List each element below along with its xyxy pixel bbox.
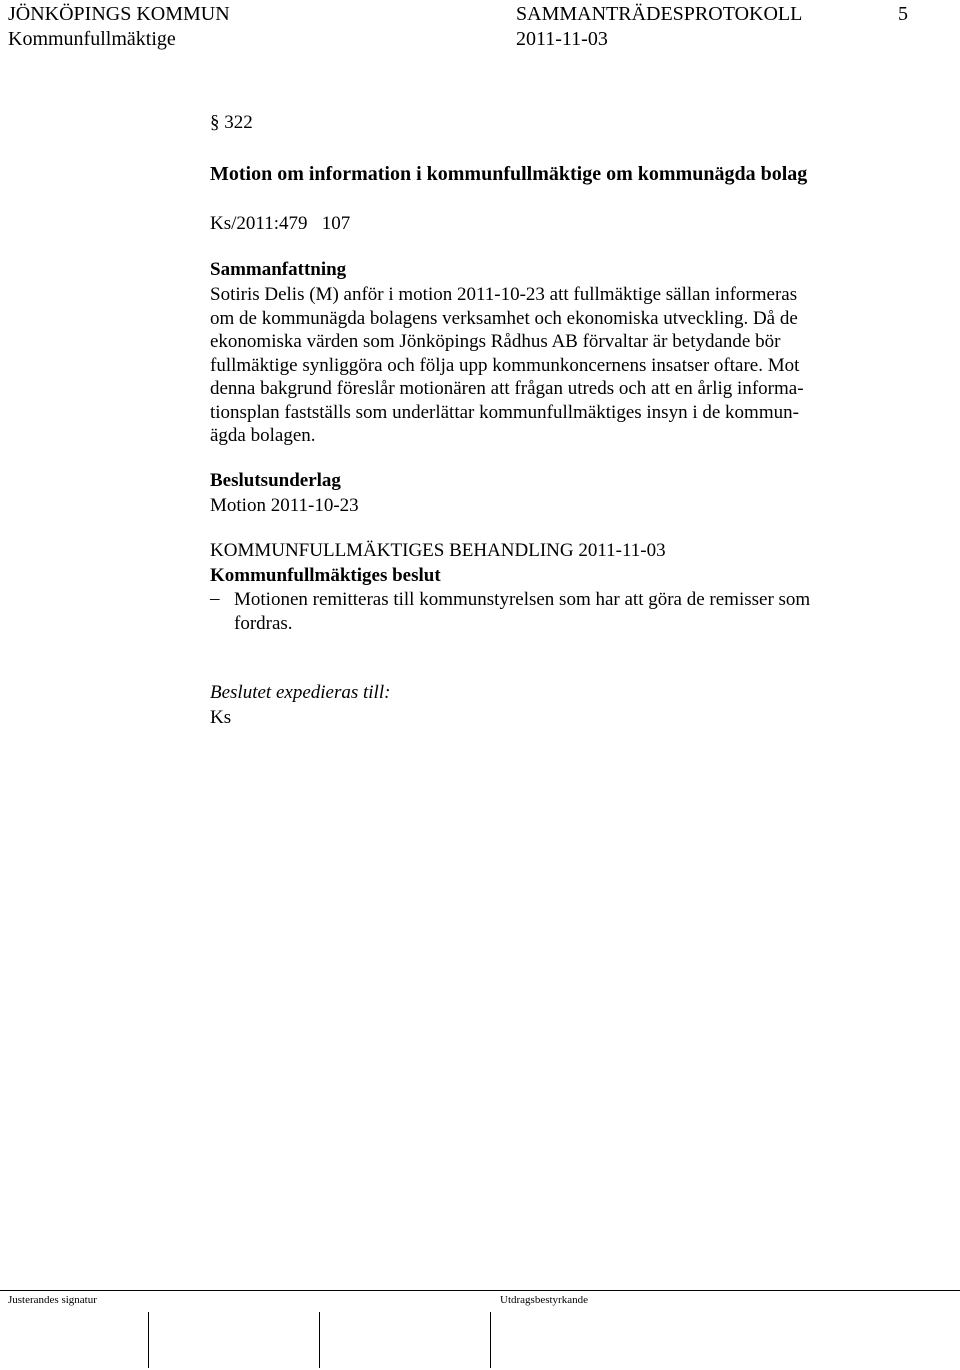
summary-heading: Sammanfattning — [210, 259, 347, 280]
handling-heading: KOMMUNFULLMÄKTIGES BEHANDLING 2011-11-03 — [210, 540, 666, 561]
footer-rule — [0, 1290, 960, 1291]
header-organization: JÖNKÖPINGS KOMMUN — [8, 3, 230, 25]
extract-label: Utdragsbestyrkande — [500, 1294, 588, 1306]
signature-label: Justerandes signatur — [8, 1294, 97, 1306]
signature-box-divider — [490, 1312, 491, 1368]
summary-line: denna bakgrund föreslår motionären att frågan utreds och att en årlig informa- — [210, 378, 804, 399]
basis-item: Motion 2011-10-23 — [210, 495, 359, 516]
decision-text — [234, 588, 810, 636]
page-number: 5 — [898, 3, 908, 25]
header-date: 2011-11-03 — [516, 28, 608, 50]
summary-line: tionsplan fastställs som underlättar kommunfullmäktiges insyn i de kommun- — [210, 401, 799, 423]
signature-box-divider — [319, 1312, 320, 1368]
basis-heading: Beslutsunderlag — [210, 470, 341, 491]
header-body: Kommunfullmäktige — [8, 28, 176, 50]
section-number: § 322 — [210, 112, 253, 133]
header-document-type: SAMMANTRÄDESPROTOKOLL — [516, 3, 803, 25]
dispatch-recipient: Ks — [210, 707, 232, 728]
decision-line: fordras. — [234, 613, 293, 634]
dispatch-heading: Beslutet expedieras till: — [210, 682, 391, 703]
summary-line: ekonomiska värden som Jönköpings Rådhus AB förvaltar är betydande bör — [210, 331, 781, 352]
signature-box-divider — [148, 1312, 149, 1368]
decision-heading: Kommunfullmäktiges beslut — [210, 565, 441, 586]
summary-line: fullmäktige synliggöra och följa upp kommunkoncernens insatser oftare. Mot — [210, 354, 800, 376]
summary-line: om de kommunägda bolagens verksamhet och ekonomiska utveckling. Då de — [210, 307, 798, 329]
summary-line: ägda bolagen. — [210, 425, 316, 446]
decision-bullet-dash: – — [210, 588, 220, 609]
summary-text — [210, 283, 804, 448]
decision-line: Motionen remitteras till kommunstyrelsen som har att göra de remisser som — [234, 589, 811, 610]
summary-line: Sotiris Delis (M) anför i motion 2011-10-23 att fullmäktige sällan informeras — [210, 284, 798, 305]
item-title: Motion om information i kommunfullmäktige om kommunägda bolag — [210, 163, 808, 185]
case-number: Ks/2011:479 107 — [210, 213, 351, 234]
